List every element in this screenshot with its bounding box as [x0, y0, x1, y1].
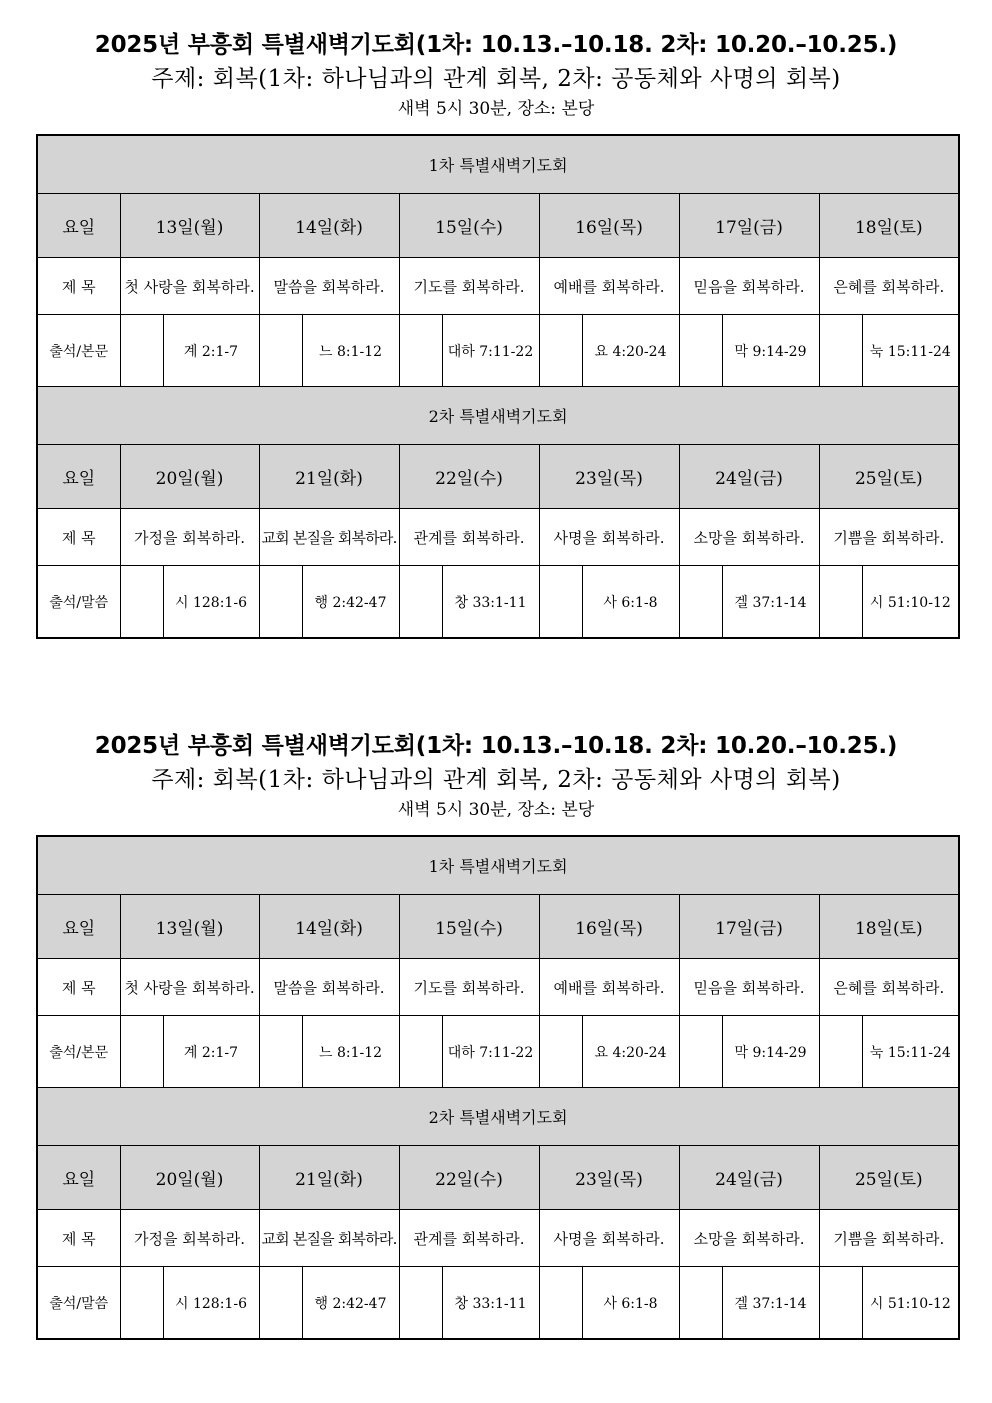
- day-header: 14일(화): [259, 194, 399, 258]
- attendance-cell: [679, 1016, 722, 1088]
- theme-subtitle: 주제: 회복(1차: 하나님과의 관계 회복, 2차: 공동체와 사명의 회복): [151, 767, 841, 793]
- scripture-cell: 요 4:20-24: [582, 315, 679, 387]
- attendance-cell: [679, 315, 722, 387]
- attendance-cell: [819, 1016, 862, 1088]
- topic-cell: 기도를 회복하라.: [399, 959, 539, 1016]
- schedule-table: [36, 835, 960, 1340]
- scripture-cell: 행 2:42-47: [302, 1267, 399, 1340]
- topic-cell: 은혜를 회복하라.: [819, 258, 959, 315]
- topic-cell: 사명을 회복하라.: [539, 1210, 679, 1267]
- day-header: 15일(수): [399, 194, 539, 258]
- topic-cell: 교회 본질을 회복하라.: [259, 1210, 399, 1267]
- attendance-cell: [399, 315, 442, 387]
- day-header: 21일(화): [259, 1146, 399, 1210]
- topic-cell: 기도를 회복하라.: [399, 258, 539, 315]
- scripture-cell: 막 9:14-29: [722, 315, 819, 387]
- topic-cell: 예배를 회복하라.: [539, 258, 679, 315]
- attendance-cell: [539, 1016, 582, 1088]
- day-header: 13일(월): [120, 895, 259, 959]
- scripture-cell: 창 33:1-11: [442, 1267, 539, 1340]
- day-label: 요일: [37, 445, 120, 509]
- topic-cell: 첫 사랑을 회복하라.: [120, 959, 259, 1016]
- day-header: 25일(토): [819, 1146, 959, 1210]
- topic-cell: 소망을 회복하라.: [679, 509, 819, 566]
- week2-heading: 2차 특별새벽기도회: [37, 387, 959, 445]
- scripture-cell: 사 6:1-8: [582, 1267, 679, 1340]
- scripture-cell: 요 4:20-24: [582, 1016, 679, 1088]
- attendance-cell: [120, 315, 163, 387]
- day-header: 18일(토): [819, 194, 959, 258]
- ref-label: 출석/본문: [37, 315, 120, 387]
- time-place: 새벽 5시 30분, 장소: 본당: [397, 800, 595, 820]
- attendance-cell: [679, 566, 722, 639]
- theme-subtitle: 주제: 회복(1차: 하나님과의 관계 회복, 2차: 공동체와 사명의 회복): [151, 66, 841, 92]
- ref-label: 출석/말씀: [37, 1267, 120, 1340]
- day-header: 14일(화): [259, 895, 399, 959]
- scripture-cell: 겔 37:1-14: [722, 1267, 819, 1340]
- topic-cell: 관계를 회복하라.: [399, 1210, 539, 1267]
- day-header: 24일(금): [679, 445, 819, 509]
- attendance-cell: [819, 566, 862, 639]
- time-place: 새벽 5시 30분, 장소: 본당: [397, 99, 595, 119]
- topic-label: 제 목: [37, 258, 120, 315]
- topic-label: 제 목: [37, 959, 120, 1016]
- attendance-cell: [399, 1016, 442, 1088]
- attendance-cell: [539, 566, 582, 639]
- ref-label: 출석/말씀: [37, 566, 120, 639]
- attendance-cell: [259, 315, 302, 387]
- schedule-sheet-1: [0, 28, 992, 611]
- day-header: 23일(목): [539, 445, 679, 509]
- attendance-cell: [399, 1267, 442, 1340]
- topic-cell: 가정을 회복하라.: [120, 1210, 259, 1267]
- page-title: 2025년 부흥회 특별새벽기도회(1차: 10.13.–10.18. 2차: 10.20.–10.25.): [94, 733, 898, 759]
- attendance-cell: [399, 566, 442, 639]
- topic-cell: 교회 본질을 회복하라.: [259, 509, 399, 566]
- day-header: 13일(월): [120, 194, 259, 258]
- scripture-cell: 겔 37:1-14: [722, 566, 819, 639]
- scripture-cell: 느 8:1-12: [302, 315, 399, 387]
- day-header: 24일(금): [679, 1146, 819, 1210]
- day-header: 18일(토): [819, 895, 959, 959]
- day-label: 요일: [37, 895, 120, 959]
- day-header: 23일(목): [539, 1146, 679, 1210]
- day-label: 요일: [37, 1146, 120, 1210]
- attendance-cell: [259, 566, 302, 639]
- topic-cell: 말씀을 회복하라.: [259, 258, 399, 315]
- topic-cell: 관계를 회복하라.: [399, 509, 539, 566]
- attendance-cell: [120, 566, 163, 639]
- day-header: 16일(목): [539, 194, 679, 258]
- topic-cell: 믿음을 회복하라.: [679, 959, 819, 1016]
- day-header: 25일(토): [819, 445, 959, 509]
- topic-cell: 가정을 회복하라.: [120, 509, 259, 566]
- attendance-cell: [259, 1267, 302, 1340]
- day-header: 20일(월): [120, 1146, 259, 1210]
- scripture-cell: 막 9:14-29: [722, 1016, 819, 1088]
- week1-heading: 1차 특별새벽기도회: [37, 836, 959, 895]
- topic-cell: 말씀을 회복하라.: [259, 959, 399, 1016]
- scripture-cell: 계 2:1-7: [163, 315, 259, 387]
- scripture-cell: 대하 7:11-22: [442, 1016, 539, 1088]
- topic-label: 제 목: [37, 1210, 120, 1267]
- scripture-cell: 행 2:42-47: [302, 566, 399, 639]
- schedule-table: [36, 134, 960, 639]
- scripture-cell: 대하 7:11-22: [442, 315, 539, 387]
- day-header: 15일(수): [399, 895, 539, 959]
- topic-cell: 은혜를 회복하라.: [819, 959, 959, 1016]
- topic-cell: 기쁨을 회복하라.: [819, 1210, 959, 1267]
- page-title: 2025년 부흥회 특별새벽기도회(1차: 10.13.–10.18. 2차: 10.20.–10.25.): [94, 32, 898, 58]
- day-header: 22일(수): [399, 445, 539, 509]
- week1-heading: 1차 특별새벽기도회: [37, 135, 959, 194]
- day-label: 요일: [37, 194, 120, 258]
- day-header: 16일(목): [539, 895, 679, 959]
- scripture-cell: 시 128:1-6: [163, 566, 259, 639]
- attendance-cell: [819, 315, 862, 387]
- scripture-cell: 눅 15:11-24: [862, 315, 959, 387]
- attendance-cell: [539, 315, 582, 387]
- scripture-cell: 창 33:1-11: [442, 566, 539, 639]
- attendance-cell: [120, 1016, 163, 1088]
- topic-cell: 기쁨을 회복하라.: [819, 509, 959, 566]
- topic-cell: 첫 사랑을 회복하라.: [120, 258, 259, 315]
- attendance-cell: [120, 1267, 163, 1340]
- day-header: 22일(수): [399, 1146, 539, 1210]
- topic-cell: 사명을 회복하라.: [539, 509, 679, 566]
- attendance-cell: [259, 1016, 302, 1088]
- day-header: 17일(금): [679, 194, 819, 258]
- scripture-cell: 시 51:10-12: [862, 566, 959, 639]
- topic-cell: 예배를 회복하라.: [539, 959, 679, 1016]
- attendance-cell: [679, 1267, 722, 1340]
- topic-label: 제 목: [37, 509, 120, 566]
- scripture-cell: 계 2:1-7: [163, 1016, 259, 1088]
- schedule-sheet-2: [0, 729, 992, 1312]
- topic-cell: 믿음을 회복하라.: [679, 258, 819, 315]
- topic-cell: 소망을 회복하라.: [679, 1210, 819, 1267]
- scripture-cell: 느 8:1-12: [302, 1016, 399, 1088]
- attendance-cell: [539, 1267, 582, 1340]
- scripture-cell: 시 128:1-6: [163, 1267, 259, 1340]
- ref-label: 출석/본문: [37, 1016, 120, 1088]
- day-header: 20일(월): [120, 445, 259, 509]
- scripture-cell: 시 51:10-12: [862, 1267, 959, 1340]
- scripture-cell: 사 6:1-8: [582, 566, 679, 639]
- week2-heading: 2차 특별새벽기도회: [37, 1088, 959, 1146]
- day-header: 21일(화): [259, 445, 399, 509]
- attendance-cell: [819, 1267, 862, 1340]
- day-header: 17일(금): [679, 895, 819, 959]
- scripture-cell: 눅 15:11-24: [862, 1016, 959, 1088]
